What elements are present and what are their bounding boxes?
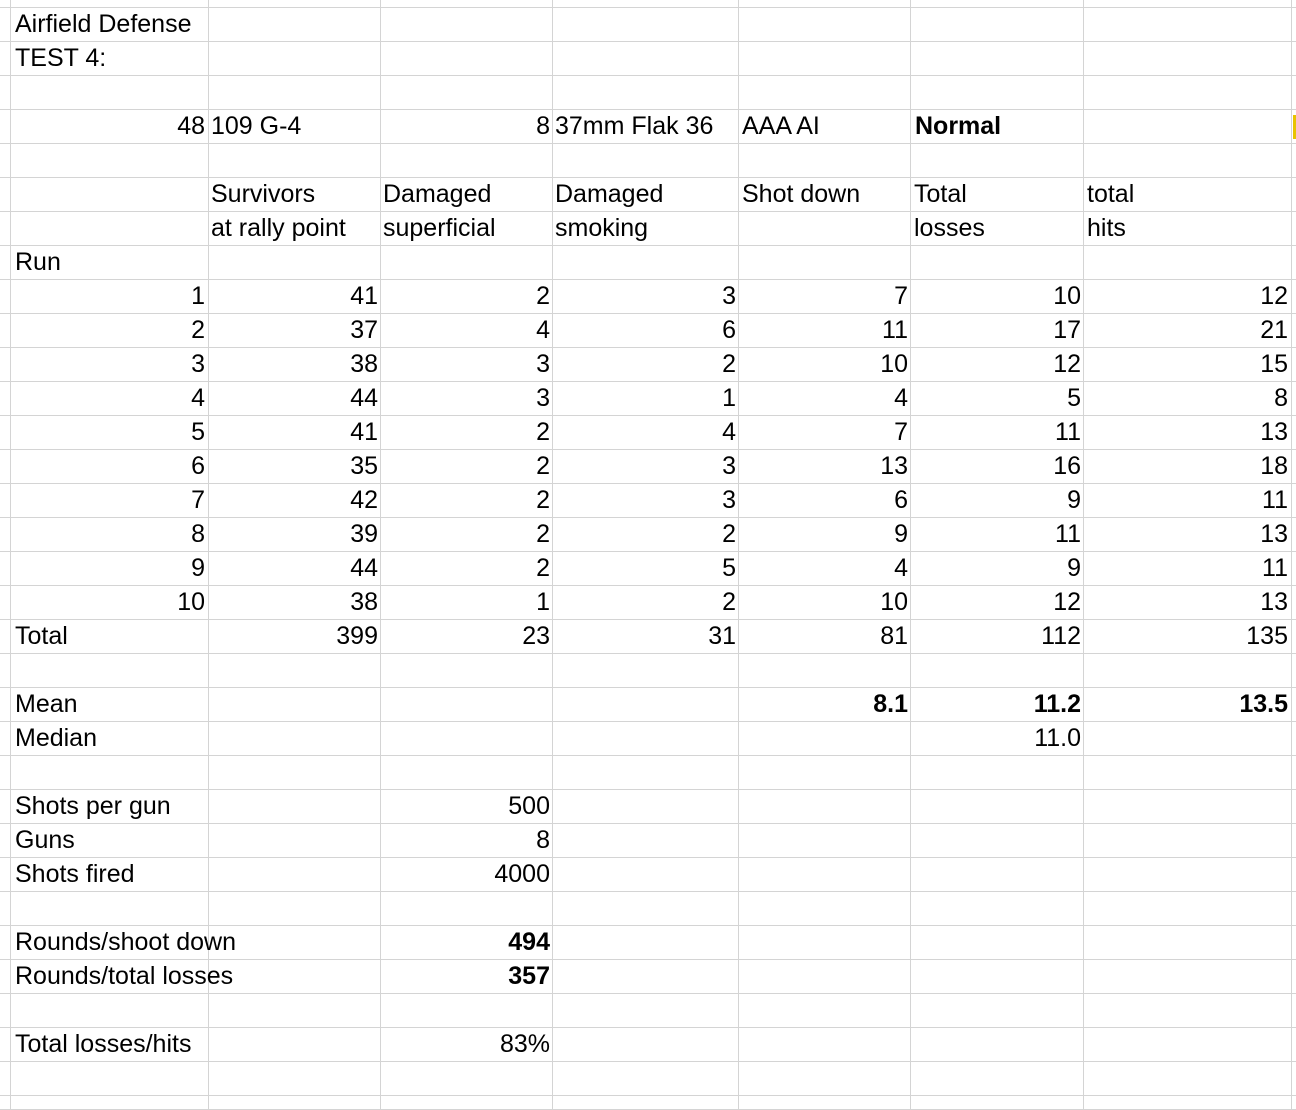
header-survivors-1[interactable]: Survivors — [211, 180, 316, 208]
damaged-smoking-cell[interactable]: 4 — [722, 418, 736, 446]
damaged-smoking-cell[interactable]: 1 — [722, 384, 736, 412]
row-gridline — [0, 75, 1296, 76]
run-number-cell[interactable]: 5 — [191, 418, 205, 446]
row-gridline — [0, 993, 1296, 994]
run-number-cell[interactable]: 4 — [191, 384, 205, 412]
guns-label-cell[interactable]: Guns — [15, 826, 75, 854]
total-hits-cell[interactable]: 135 — [1246, 622, 1288, 650]
shot-down-cell[interactable]: 9 — [894, 520, 908, 548]
header-damaged-smoking-1[interactable]: Damaged — [555, 180, 664, 208]
total-hits-cell[interactable]: 11 — [1262, 486, 1288, 514]
damaged-smoking-cell[interactable]: 3 — [722, 452, 736, 480]
damaged-superficial-cell[interactable]: 2 — [536, 282, 550, 310]
header-total-losses-2[interactable]: losses — [914, 214, 985, 242]
plane-type-cell[interactable]: 109 G-4 — [211, 112, 302, 140]
run-number-cell[interactable]: 3 — [191, 350, 205, 378]
title-cell[interactable]: Airfield Defense — [15, 10, 192, 38]
losses-hits-ratio-cell[interactable]: 83% — [499, 1030, 550, 1058]
shot-down-cell[interactable]: 13 — [880, 452, 908, 480]
header-shot-down-1[interactable]: Shot down — [742, 180, 861, 208]
shot-down-cell[interactable]: 11 — [882, 316, 908, 344]
survivors-cell[interactable]: 39 — [350, 520, 378, 548]
total-damaged-smoking-cell[interactable]: 31 — [708, 622, 736, 650]
total-losses-cell[interactable]: 9 — [1067, 554, 1081, 582]
total-losses-cell[interactable]: 12 — [1053, 588, 1081, 616]
median-label-cell[interactable]: Median — [15, 724, 97, 752]
shot-down-cell[interactable]: 7 — [894, 282, 908, 310]
median-total-losses-cell[interactable]: 11.0 — [1034, 724, 1081, 752]
damaged-superficial-cell[interactable]: 3 — [536, 384, 550, 412]
total-label-cell[interactable]: Total — [15, 622, 68, 650]
total-hits-cell[interactable]: 13 — [1260, 588, 1288, 616]
damaged-superficial-cell[interactable]: 2 — [536, 486, 550, 514]
shot-down-cell[interactable]: 4 — [894, 554, 908, 582]
mean-total-hits-cell[interactable]: 13.5 — [1239, 690, 1288, 718]
survivors-cell[interactable]: 44 — [350, 554, 378, 582]
column-gridline — [1291, 0, 1292, 1110]
header-damaged-smoking-2[interactable]: smoking — [555, 214, 649, 242]
total-survivors-cell[interactable]: 399 — [336, 622, 378, 650]
damaged-superficial-cell[interactable]: 2 — [536, 520, 550, 548]
row-gridline — [0, 1061, 1296, 1062]
total-losses-cell[interactable]: 112 — [1041, 622, 1081, 650]
total-losses-cell[interactable]: 11 — [1055, 520, 1081, 548]
difficulty-cell[interactable]: Normal — [915, 112, 1002, 140]
damaged-smoking-cell[interactable]: 2 — [722, 520, 736, 548]
rounds-shoot-down-label-cell[interactable]: Rounds/shoot down — [15, 928, 236, 956]
rounds-total-losses-label-cell[interactable]: Rounds/total losses — [15, 962, 234, 990]
total-hits-cell[interactable]: 15 — [1260, 350, 1288, 378]
survivors-cell[interactable]: 37 — [350, 316, 378, 344]
total-hits-cell[interactable]: 8 — [1274, 384, 1288, 412]
shots-fired-cell[interactable]: 4000 — [494, 860, 550, 888]
total-hits-cell[interactable]: 13 — [1260, 418, 1288, 446]
total-damaged-superficial-cell[interactable]: 23 — [522, 622, 550, 650]
run-number-cell[interactable]: 8 — [191, 520, 205, 548]
total-losses-cell[interactable]: 11 — [1055, 418, 1081, 446]
shot-down-cell[interactable]: 10 — [880, 350, 908, 378]
survivors-cell[interactable]: 38 — [350, 350, 378, 378]
row-gridline — [0, 653, 1296, 654]
gun-count-cell[interactable]: 8 — [536, 112, 550, 140]
damaged-smoking-cell[interactable]: 6 — [722, 316, 736, 344]
damaged-superficial-cell[interactable]: 2 — [536, 418, 550, 446]
rounds-total-losses-cell[interactable]: 357 — [508, 962, 550, 990]
row-gridline — [0, 143, 1296, 144]
total-losses-cell[interactable]: 16 — [1053, 452, 1081, 480]
mean-total-losses-cell[interactable]: 11.2 — [1033, 690, 1081, 718]
total-shot-down-cell[interactable]: 81 — [880, 622, 908, 650]
run-label-cell[interactable]: Run — [15, 248, 61, 276]
damaged-superficial-cell[interactable]: 1 — [536, 588, 550, 616]
row-gridline — [0, 1095, 1296, 1096]
header-damaged-superficial-2[interactable]: superficial — [383, 214, 496, 242]
survivors-cell[interactable]: 35 — [350, 452, 378, 480]
header-total-hits-2[interactable]: hits — [1087, 214, 1126, 242]
shots-per-gun-label-cell[interactable]: Shots per gun — [15, 792, 171, 820]
total-hits-cell[interactable]: 18 — [1260, 452, 1288, 480]
shot-down-cell[interactable]: 7 — [894, 418, 908, 446]
total-losses-cell[interactable]: 5 — [1067, 384, 1081, 412]
gun-type-cell[interactable]: 37mm Flak 36 — [555, 112, 714, 140]
damaged-smoking-cell[interactable]: 3 — [722, 282, 736, 310]
run-number-cell[interactable]: 1 — [191, 282, 205, 310]
survivors-cell[interactable]: 44 — [350, 384, 378, 412]
survivors-cell[interactable]: 41 — [350, 282, 378, 310]
damaged-smoking-cell[interactable]: 2 — [722, 350, 736, 378]
survivors-cell[interactable]: 41 — [350, 418, 378, 446]
damaged-smoking-cell[interactable]: 5 — [722, 554, 736, 582]
damaged-superficial-cell[interactable]: 4 — [536, 316, 550, 344]
row-gridline — [0, 891, 1296, 892]
shot-down-cell[interactable]: 6 — [894, 486, 908, 514]
run-number-cell[interactable]: 2 — [191, 316, 205, 344]
mean-label-cell[interactable]: Mean — [15, 690, 78, 718]
damaged-smoking-cell[interactable]: 2 — [722, 588, 736, 616]
planes-count-cell[interactable]: 48 — [177, 112, 205, 140]
survivors-cell[interactable]: 42 — [350, 486, 378, 514]
ai-label-cell[interactable]: AAA AI — [742, 112, 820, 140]
header-survivors-2[interactable]: at rally point — [211, 214, 346, 242]
mean-shot-down-cell[interactable]: 8.1 — [873, 690, 908, 718]
shots-per-gun-cell[interactable]: 500 — [508, 792, 550, 820]
test-cell[interactable]: TEST 4: — [15, 44, 107, 72]
losses-hits-label-cell[interactable]: Total losses/hits — [15, 1030, 192, 1058]
total-losses-cell[interactable]: 12 — [1053, 350, 1081, 378]
total-hits-cell[interactable]: 11 — [1262, 554, 1288, 582]
total-losses-cell[interactable]: 10 — [1053, 282, 1081, 310]
total-hits-cell[interactable]: 12 — [1260, 282, 1288, 310]
run-number-cell[interactable]: 6 — [191, 452, 205, 480]
shots-fired-label-cell[interactable]: Shots fired — [15, 860, 135, 888]
header-total-hits-1[interactable]: total — [1087, 180, 1135, 208]
run-number-cell[interactable]: 10 — [177, 588, 205, 616]
header-damaged-superficial-1[interactable]: Damaged — [383, 180, 492, 208]
header-total-losses-1[interactable]: Total — [914, 180, 967, 208]
survivors-cell[interactable]: 38 — [350, 588, 378, 616]
total-hits-cell[interactable]: 13 — [1260, 520, 1288, 548]
rounds-shoot-down-cell[interactable]: 494 — [508, 928, 550, 956]
shot-down-cell[interactable]: 10 — [880, 588, 908, 616]
damaged-superficial-cell[interactable]: 2 — [536, 554, 550, 582]
total-losses-cell[interactable]: 9 — [1067, 486, 1081, 514]
total-losses-cell[interactable]: 17 — [1053, 316, 1081, 344]
total-hits-cell[interactable]: 21 — [1260, 316, 1288, 344]
damaged-smoking-cell[interactable]: 3 — [722, 486, 736, 514]
row-gridline — [0, 755, 1296, 756]
damaged-superficial-cell[interactable]: 2 — [536, 452, 550, 480]
shot-down-cell[interactable]: 4 — [894, 384, 908, 412]
guns-cell[interactable]: 8 — [536, 826, 550, 854]
run-number-cell[interactable]: 7 — [191, 486, 205, 514]
run-number-cell[interactable]: 9 — [191, 554, 205, 582]
damaged-superficial-cell[interactable]: 3 — [536, 350, 550, 378]
